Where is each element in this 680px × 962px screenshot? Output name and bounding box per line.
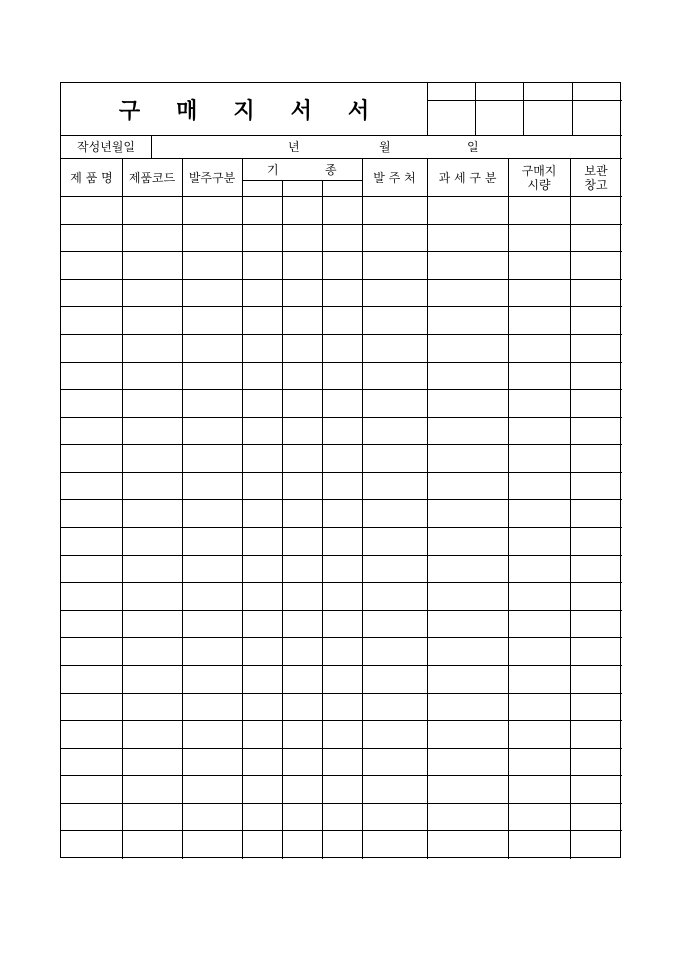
date-label-divider bbox=[151, 135, 152, 158]
header-purchase-qty-line1: 구매지 bbox=[521, 163, 557, 178]
table-row-line bbox=[61, 224, 622, 225]
header-tax-type: 과 세 구 분 bbox=[438, 170, 497, 185]
table-row-line bbox=[61, 527, 622, 528]
column-divider bbox=[122, 158, 123, 859]
model-subheader-line bbox=[242, 180, 362, 181]
column-divider bbox=[182, 158, 183, 859]
table-row-line bbox=[61, 582, 622, 583]
table-row-line bbox=[61, 279, 622, 280]
column-divider bbox=[322, 180, 323, 859]
header-product-name: 제 품 명 bbox=[70, 170, 113, 185]
table-row-line bbox=[61, 251, 622, 252]
table-row-line bbox=[61, 720, 622, 721]
table-row-line bbox=[61, 555, 622, 556]
header-model-left: 기 bbox=[267, 163, 279, 177]
table-row-line bbox=[61, 610, 622, 611]
date-day-label: 일 bbox=[467, 140, 479, 154]
form-title: 구매지서서 bbox=[118, 97, 406, 124]
table-row-line bbox=[61, 693, 622, 694]
header-model-right: 종 bbox=[325, 163, 337, 177]
approval-box-divider bbox=[475, 83, 476, 135]
header-order-type: 발주구분 bbox=[188, 170, 236, 185]
purchase-order-form bbox=[60, 82, 621, 858]
date-month-label: 월 bbox=[379, 140, 391, 154]
table-row-line bbox=[61, 306, 622, 307]
column-divider bbox=[570, 158, 571, 859]
approval-box-divider bbox=[427, 83, 428, 135]
header-bottom-line bbox=[61, 196, 622, 197]
approval-box-divider bbox=[523, 83, 524, 135]
table-row-line bbox=[61, 417, 622, 418]
column-divider bbox=[427, 158, 428, 859]
table-row-line bbox=[61, 389, 622, 390]
table-row-line bbox=[61, 665, 622, 666]
table-row-line bbox=[61, 362, 622, 363]
approval-box-divider bbox=[427, 100, 622, 101]
table-row-line bbox=[61, 334, 622, 335]
header-purchase-qty-line2: 시량 bbox=[527, 177, 551, 192]
table-row-line bbox=[61, 637, 622, 638]
column-divider bbox=[362, 158, 363, 859]
column-divider bbox=[242, 158, 243, 859]
column-divider bbox=[508, 158, 509, 859]
table-row-line bbox=[61, 748, 622, 749]
table-row-line bbox=[61, 775, 622, 776]
table-row-line bbox=[61, 472, 622, 473]
header-storage-line1: 보관 bbox=[584, 163, 608, 178]
header-product-code: 제품코드 bbox=[128, 170, 176, 185]
date-year-label: 년 bbox=[288, 140, 300, 154]
header-purchase-qty bbox=[508, 159, 570, 196]
table-row-line bbox=[61, 803, 622, 804]
approval-box-divider bbox=[572, 83, 573, 135]
table-row-line bbox=[61, 830, 622, 831]
header-supplier: 발 주 처 bbox=[373, 170, 416, 185]
table-row-line bbox=[61, 444, 622, 445]
header-storage bbox=[570, 159, 622, 196]
table-row-line bbox=[61, 499, 622, 500]
date-label: 작성년월일 bbox=[77, 139, 135, 154]
column-divider bbox=[282, 180, 283, 859]
header-storage-line2: 창고 bbox=[584, 177, 608, 192]
